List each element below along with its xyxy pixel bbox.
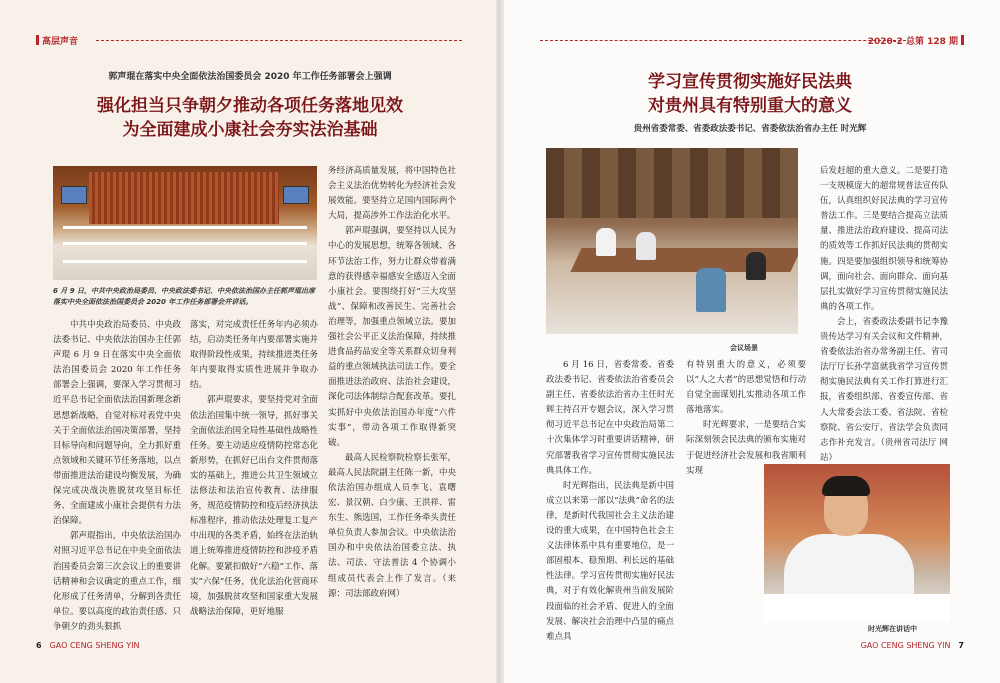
photo-person — [596, 228, 616, 256]
article-title — [500, 70, 1000, 118]
paragraph: 6 月 16 日，省委常委、省委政法委书记、省委依法治省委员会副主任、省委依法治省办主任时光辉主持召开专题会议，深入学习贯彻习近平总书记在中央政治局第二十次集体学习时重要讲话精神，研究部署我省学习宣传贯彻实施民法典具体工作。 — [546, 360, 674, 476]
section-label: 高层声音 — [36, 34, 78, 47]
title-line-2: 对贵州具有特别重大的意义 — [648, 96, 852, 116]
footer-brand: GAO CENG SHENG YIN — [49, 641, 140, 650]
paragraph: 有特别重大的意义，必须要以“人之大者”的思想觉悟和行动自觉全面谋划扎实推动各项工作落地落实。 — [686, 360, 806, 416]
right-page — [500, 0, 1000, 683]
paragraph: 郭声琨强调，要坚持以人民为中心的发展思想，统筹各领域、各环节法治工作，努力让群众带着满意的获得感幸福感安全感迈入全面小康社会。要围绕打好“三大攻坚战”、保障和改善民生、完善社会治理等，加强重点领域立法。要加强社会公平正义法治保障，持续推进食品药品安全等关系群众切身利益的重点领域执法司法工作。要全面推进法治政府、法治社会建设，深化司法体制综合配套改革。要扎实抓好中央依法治国办年度“六件实事”，带动各项工作取得新突破。 — [328, 226, 456, 448]
paragraph: 时光辉指出，民法典是新中国成立以来第一部以“法典”命名的法律，是新时代我国社会主义法治建设的重大成果，在中国特色社会主义法律体系中具有重要地位，是一部固根本、稳预期、利长远的基础性法律。学习宣传贯彻实施好民法典，对于有效化解贵州当前发展阶段面临的社会矛盾、促进人的全面发展、解决社会治理中凸显的痛点难点具 — [546, 480, 674, 642]
photo-table-row — [63, 242, 307, 245]
paragraph: 时光辉要求，一是要结合实际深刻领会民法典的颁布实施对于促进经济社会发展和我省顺利实现 — [686, 420, 806, 476]
speaker-photo — [764, 464, 950, 622]
photo-table-row — [63, 226, 307, 229]
article-pre-title: 郭声琨在落实中央全面依法治国委员会 2020 年工作任务部署会上强调 — [108, 72, 392, 82]
paragraph: 落实，对完成责任任务年内必须办结，启动类任务年内要部署实施并取得阶段性成果，持续推进类任务年内要取得实质性进展并争取办结。 — [190, 320, 318, 391]
photo-person — [696, 268, 726, 312]
photo-screen-left — [61, 186, 87, 204]
page-number: 7 — [958, 641, 964, 650]
photo-caption: 会议场景 — [730, 344, 758, 352]
photo-caption: 时光辉在讲话中 — [868, 625, 917, 633]
photo-person — [636, 232, 656, 260]
column-1 — [53, 318, 181, 635]
paragraph: 郭声琨指出，中央依法治国办对照习近平总书记在中央全面依法治国委员会第三次会议上的重要讲话精神和会议确定的重点工作，细化形成了任务清单，分解到各责任单位。要以高度的政治责任感、只争朝夕的劲头狠抓 — [53, 531, 181, 632]
article-title — [0, 94, 500, 142]
column-3 — [820, 164, 948, 466]
photo-person — [746, 252, 766, 280]
column-1 — [546, 358, 674, 645]
title-line-1: 学习宣传贯彻实施好民法典 — [648, 72, 852, 92]
title-line-1: 强化担当只争朝夕推动各项任务落地见效 — [97, 96, 403, 116]
photo-hair — [822, 476, 870, 496]
photo-table-row — [63, 260, 307, 263]
conference-photo — [53, 166, 317, 280]
meeting-photo — [546, 148, 798, 334]
paragraph: 最高人民检察院检察长张军，最高人民法院副主任陈一新，中央依法治国办组成人员李飞、袁曙宏、景汉朝、白少康、王洪祥、雷东生、熊选国，工作任务牵头责任单位负责人参加会议。中央依法治国办和中央依法治国委立法、执法、司法、守法普法 4 个协调小组成员代表会上作了发言。（来源：司法部政府网） — [328, 452, 456, 599]
paragraph: 务经济高质量发展，将中国特色社会主义法治优势转化为经济社会发展效能。要坚持立足国内国际两个大局，提高涉外工作法治化水平。 — [328, 166, 456, 222]
header-rule — [540, 40, 906, 41]
column-3 — [328, 164, 456, 602]
page-number: 6 — [36, 641, 42, 650]
page-gutter — [496, 0, 504, 683]
footer-brand: GAO CENG SHENG YIN — [860, 641, 951, 650]
byline: 贵州省委常委、省委政法委书记、省委依法治省办主任 时光辉 — [633, 124, 867, 134]
title-line-2: 为全面建成小康社会夯实法治基础 — [122, 120, 378, 140]
header-rule — [96, 40, 462, 41]
paragraph: 后发赶超的重大意义。二是要打造一支规模庞大的超常规普法宣传队伍，认真组织好民法典的学习宣传普法工作。三是要结合提高立法质量、推进法治政府建设、提高司法的质效等工作抓好民法典的贯彻实施。四是要加强组织领导和统筹协调，面向社会、面向群众、面向基层扎实做好学习宣传贯彻实施民法典的各项工作。 — [820, 166, 948, 312]
photo-wall — [546, 148, 798, 218]
issue-label: 2020-2 总第 128 期 — [868, 34, 964, 47]
paragraph: 中共中央政治局委员、中央政法委书记、中央依法治国办主任郭声琨 6 月 9 日在落实中央全面依法治国委员会 2020 年工作任务部署会上强调，要深入学习贯彻习近平总书记全面依法治国新理念新思想新战略，自觉对标对表党中央关于全面依法治国决策部署，坚持目标导向和问题导向，全力抓好重点领域和关键环节任务落地，以点带面推进法治建设均衡发展，为确保完成决战决胜脱贫攻坚目标任务、全面建成小康社会提供有力法治保障。 — [53, 320, 181, 527]
photo-screen-right — [283, 186, 309, 204]
footer — [36, 641, 139, 650]
footer — [861, 641, 964, 650]
column-2 — [686, 358, 806, 479]
photo-desk — [764, 594, 950, 622]
paragraph: 会上，省委政法委副书记李豫贵传达学习有关会议和文件精神，省委依法治省办常务副主任、省司法厅厅长孙学富就我省学习宣传贯彻实施民法典有关工作打算进行汇报，省委组织部、省委宣传部、省人大常委会法工委、省法院、省检察院、省公安厅、省法学会负责同志作补充发言。（贵州省司法厅 网站） — [820, 316, 948, 463]
photo-caption: 6 月 9 日，中共中央政治局委员、中央政法委书记、中央依法治国办主任郭声琨出席落实中央全面依法治国委员会 2020 年工作任务部署会并讲话。 — [53, 287, 316, 306]
column-2 — [190, 318, 318, 620]
photo-curtain — [89, 172, 279, 224]
paragraph: 郭声琨要求，要坚持党对全面依法治国集中统一领导，抓好事关全面依法治国全局性基础性战略性任务。要主动适应疫情防控常态化新形势，在抓好已出台文件贯彻落实的基础上，推进公共卫生领域立法修法和法治宣传教育、法律服务，规范疫情防控和疫后经济执法标准程序，推动依法处理复工复产中出现的各类矛盾，始终在法治轨道上统筹推进疫情防控和涉疫矛盾化解。要紧扣做好“六稳”工作、落实“六保”任务，优化法治化营商环境，加强脱贫攻坚和国家重大发展战略法治保障，更好地服 — [190, 395, 318, 617]
